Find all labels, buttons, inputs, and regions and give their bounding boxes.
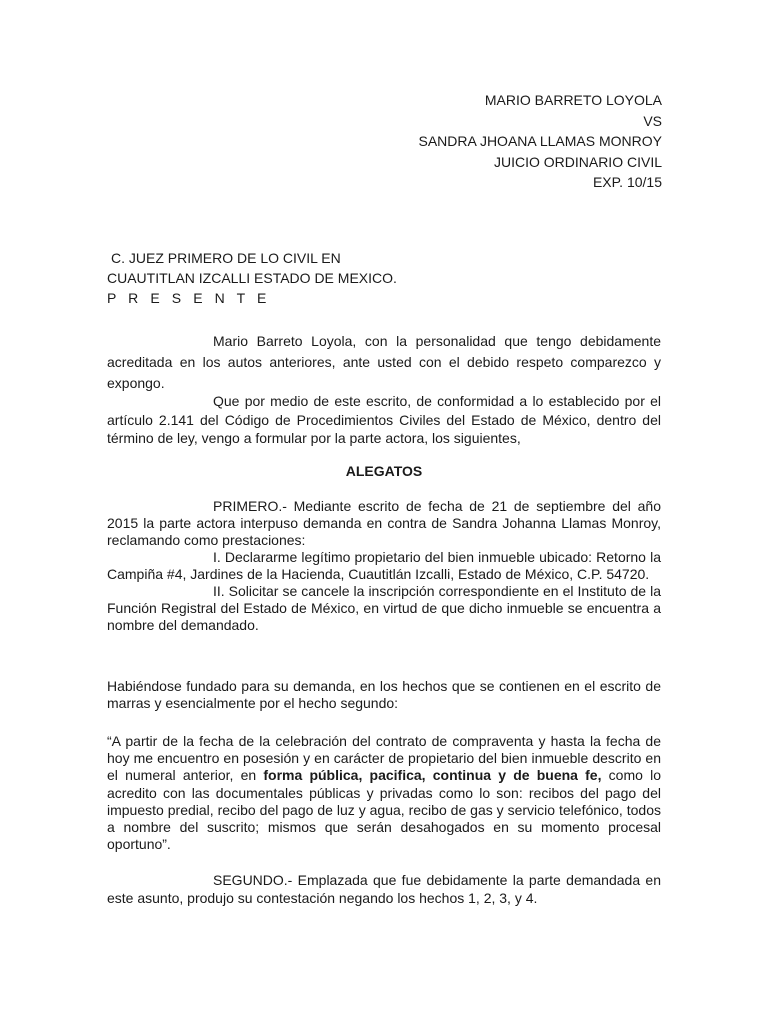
habiendose-paragraph: Habiéndose fundado para su demanda, en los hechos que se contienen en el escrito de marras y esencialmente por el hecho segundo:	[107, 678, 661, 711]
presente-label: P R E S E N T E	[107, 290, 271, 306]
versus-label: VS	[643, 112, 662, 129]
purpose-paragraph: Que por medio de este escrito, de conformidad a lo establecido por el artículo 2.141 del Código de Procedimientos Civiles del Estado de México, dentro del término de ley, vengo a formular por la parte actora, los siguientes,	[107, 393, 661, 446]
defendant-name: SANDRA JHOANA LLAMAS MONROY	[418, 133, 662, 149]
section-title: ALEGATOS	[345, 463, 423, 479]
primero-section	[107, 498, 661, 634]
trial-type: JUICIO ORDINARIO CIVIL	[493, 153, 662, 170]
prestacion-ii-paragraph: II. Solicitar se cancele la inscripción correspondiente en el Instituto de la Función Registral del Estado de México, en virtud de que dicho inmueble se encuentra a nombre del demandado.	[107, 583, 661, 633]
plaintiff-name: MARIO BARRETO LOYOLA	[484, 92, 662, 108]
quoted-fact-paragraph	[107, 733, 661, 853]
primero-paragraph: PRIMERO.- Mediante escrito de fecha de 21 de septiembre del año 2015 la parte actora interpuso demanda en contra de Sandra Johanna Llamas Monroy, reclamando como prestaciones:	[107, 498, 661, 548]
quote-bold-text: forma pública, pacifica, continua y de buena fe,	[263, 767, 602, 784]
quote-text-end: como lo acredito con las documentales públicas y privadas como lo son: recibos del pago del impuesto predial, recibo del pago de luz y agua, recibo de gas y servicio telefónico, todos a nombre del suscrito; mismos que serán desahogados en su momento procesal oportuno”.	[107, 767, 661, 853]
intro-paragraph: Mario Barreto Loyola, con la personalidad que tengo debidamente acreditada en los autos anteriores, ante usted con el debido respeto comparezco y expongo.	[107, 333, 661, 391]
judge-location: CUAUTITLAN IZCALLI ESTADO DE MEXICO.	[107, 270, 397, 286]
case-file-number: EXP. 10/15	[592, 174, 662, 190]
case-header	[418, 90, 662, 193]
segundo-paragraph: SEGUNDO.- Emplazada que fue debidamente la parte demandada en este asunto, produjo su contestación negando los hechos 1, 2, 3, y 4.	[107, 872, 661, 906]
quote-text-start: “A partir de la fecha de la celebración del contrato de compraventa y hasta la fecha de hoy me encuentro en posesión y en carácter de propietario del bien inmueble descrito en el numeral anterior, en	[107, 733, 661, 784]
judge-address	[107, 248, 397, 308]
judge-title: C. JUEZ PRIMERO DE LO CIVIL EN	[111, 250, 341, 266]
prestacion-i-paragraph: I. Declararme legítimo propietario del bien inmueble ubicado: Retorno la Campiña #4, Jardines de la Hacienda, Cuautitlán Izcalli, Estado de México, C.P. 54720.	[107, 549, 661, 582]
